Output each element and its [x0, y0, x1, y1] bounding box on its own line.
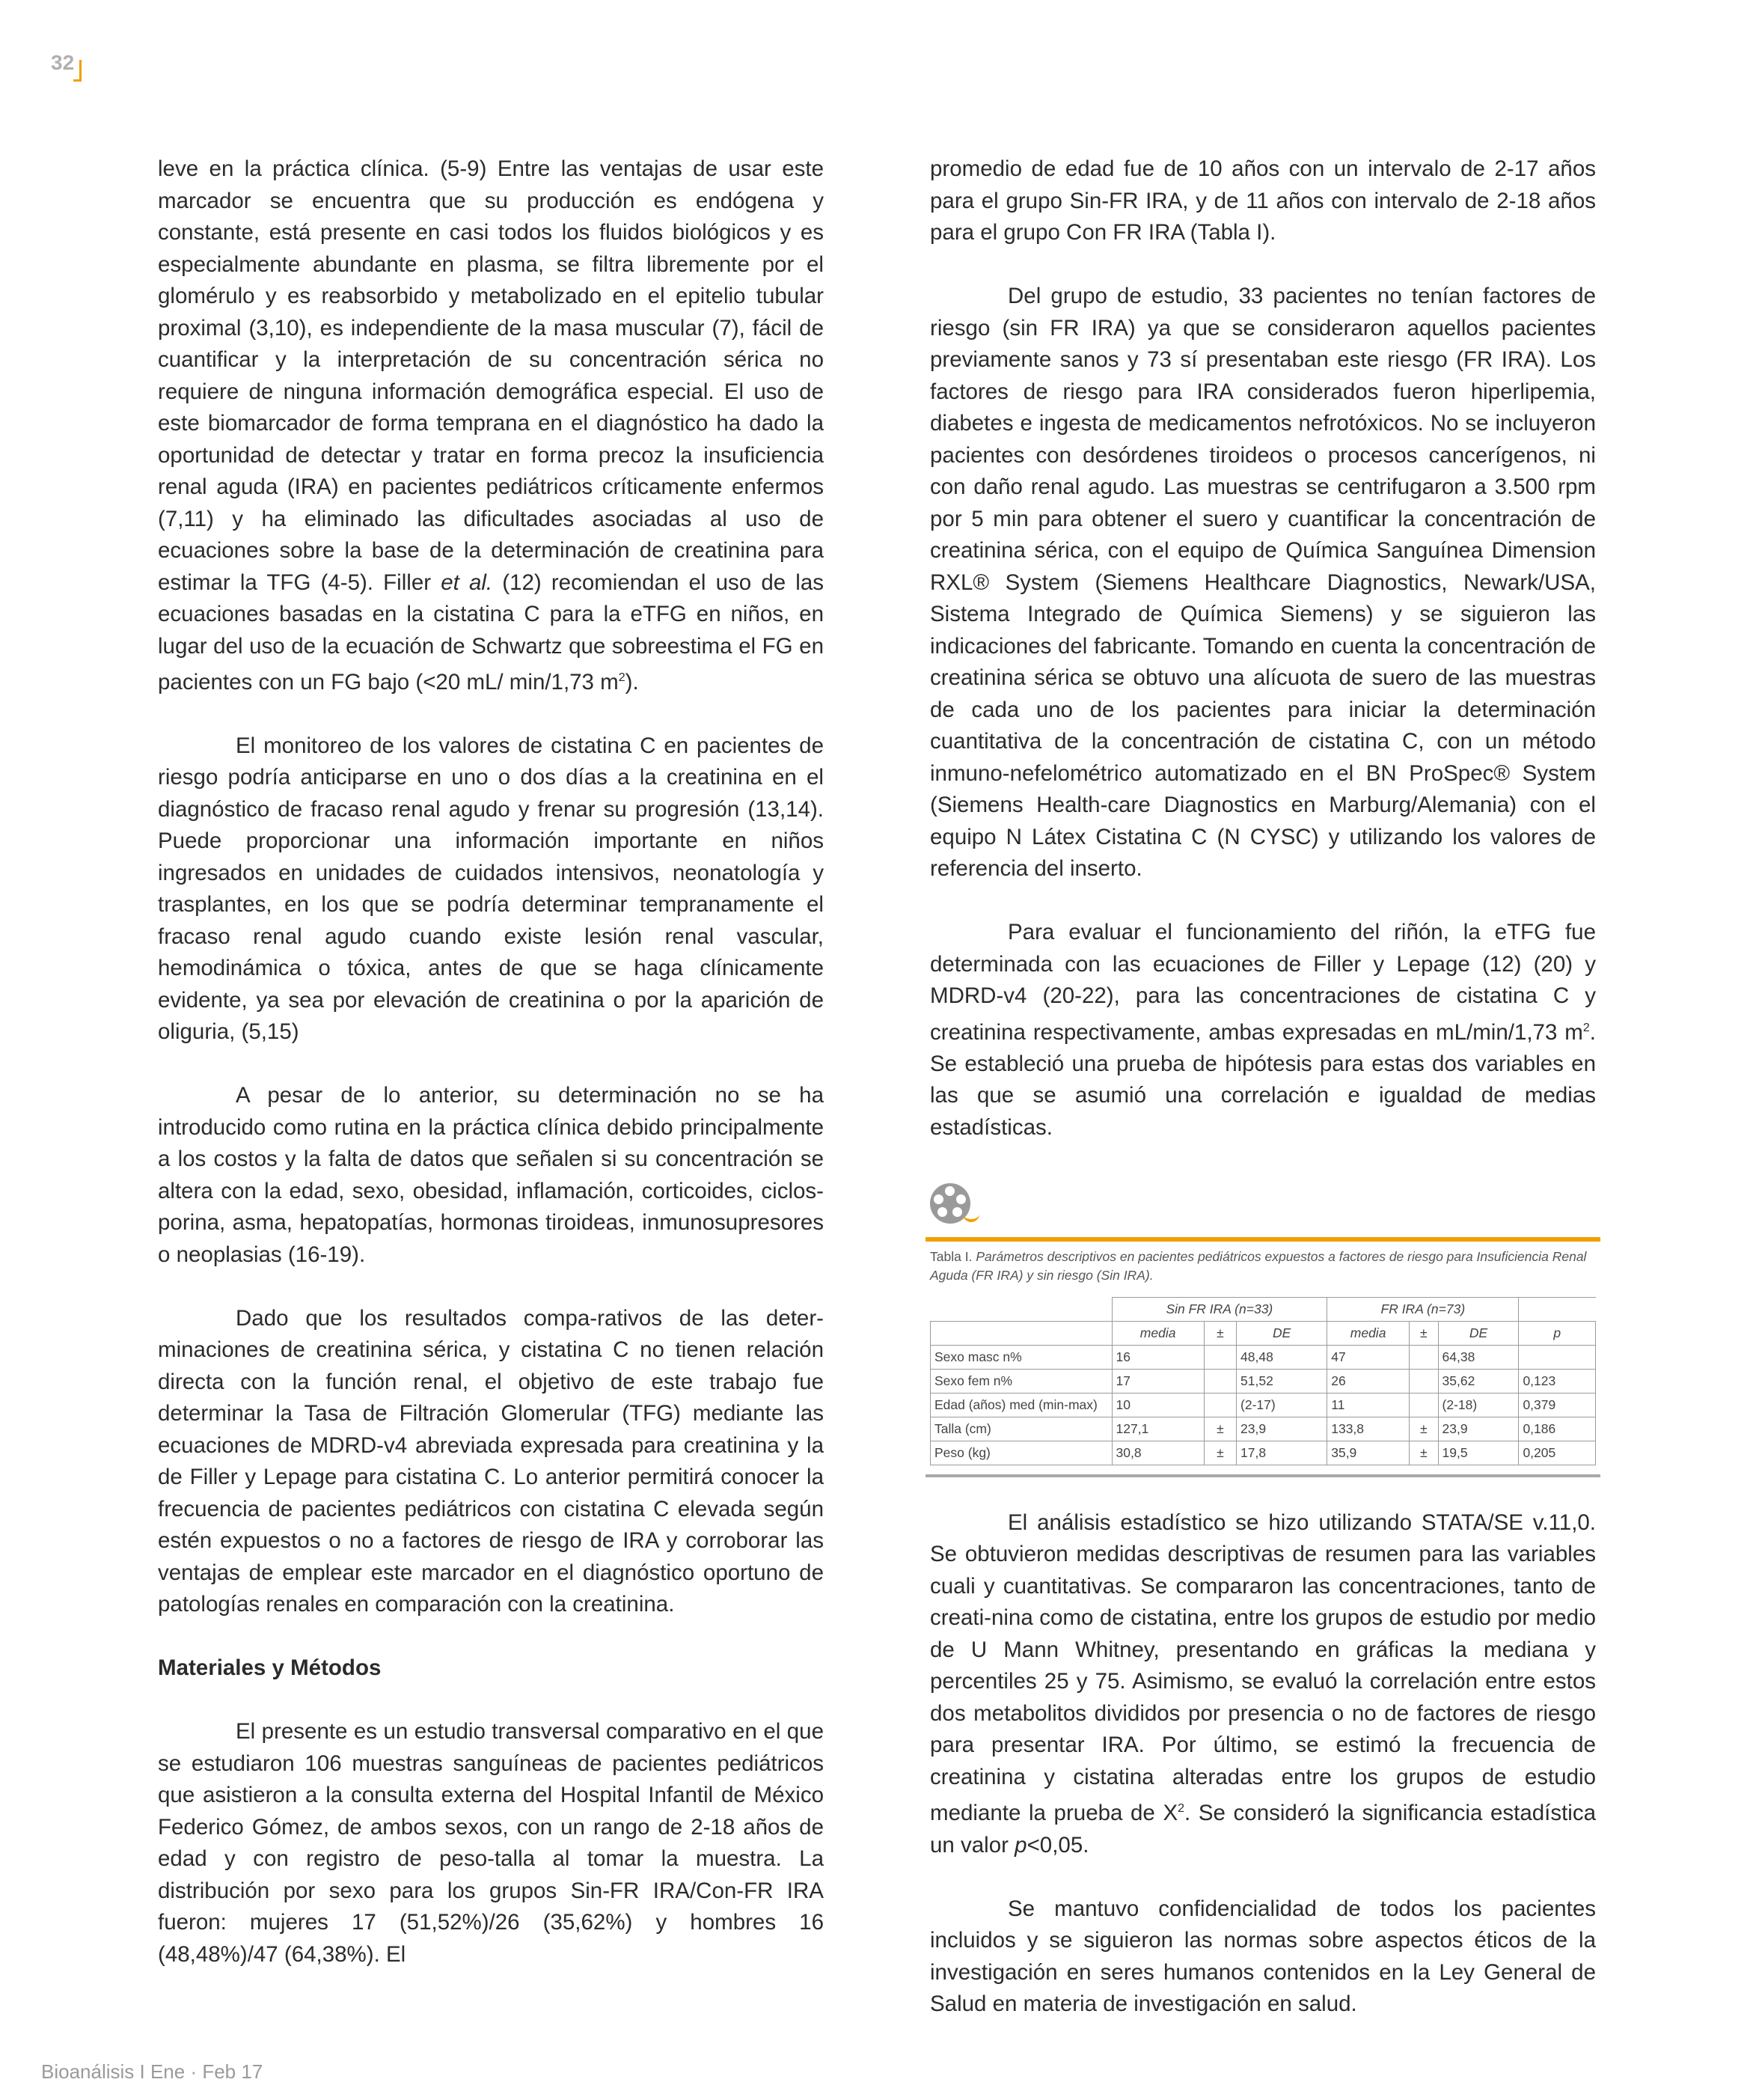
- subheader-de: DE: [1237, 1321, 1327, 1345]
- subheader-de: DE: [1438, 1321, 1519, 1345]
- group-header-sin-fr: Sin FR IRA (n=33): [1112, 1297, 1327, 1321]
- row-label: Edad (años) med (min-max): [931, 1393, 1113, 1417]
- table-caption-text: Parámetros descriptivos en pacientes pediátricos expuestos a factores de riesgo para Insuficiencia Renal Aguda (FR IRA) y sin riesgo (Sin IRA).: [930, 1248, 1587, 1283]
- left-paragraph-5: El presente es un estudio transversal comparativo en el que se estudiaron 106 muestras sanguíneas de pacientes pediátricos que asistieron a la consulta externa del Hospital Infantil de México Federico Gómez, de ambos sexos, con un rango de 2-18 años de edad y con registro de peso-talla al tomar la muestra. La distribución por sexo para los grupos Sin-FR IRA/Con-FR IRA fueron: mujeres 17 (51,52%)/26 (35,62%) y hombres 16 (48,48%)/47 (64,38%). El: [158, 1719, 824, 1967]
- page-footer: Bioanálisis I Ene · Feb 17: [41, 2060, 263, 2083]
- page-number: 32: [51, 51, 75, 74]
- left-paragraph-1: [158, 153, 824, 698]
- table-label: Tabla I.: [930, 1248, 973, 1264]
- table-cell: 11: [1327, 1393, 1410, 1417]
- section-heading-materiales: Materiales y Métodos: [158, 1655, 382, 1681]
- subheader-p: p: [1519, 1321, 1596, 1345]
- table-cell: 17,8: [1237, 1441, 1327, 1465]
- table-cell: 26: [1327, 1369, 1410, 1393]
- empty-subheader-cell: [931, 1321, 1113, 1345]
- right-paragraph-1: promedio de edad fue de 10 años con un intervalo de 2-17 años para el grupo Sin-FR IRA, y de 11 años con intervalo de 2-18 años para el grupo Con FR IRA (Tabla I).: [930, 156, 1596, 245]
- right-column: [930, 153, 1596, 2052]
- table-cell: ±: [1204, 1441, 1236, 1465]
- right-p3-text-b: . Se estableció una prueba de hipótesis para estas dos variables en las que se asumió una correlación e igualdad de medias estadísticas.: [930, 1019, 1596, 1140]
- table-group-header-row: [931, 1297, 1596, 1321]
- right-paragraph-2: Del grupo de estudio, 33 pacientes no tenían factores de riesgo (sin FR IRA) ya que se consideraron aquellos pacientes previamente sanos y 73 sí presentaban este riesgo (FR IRA). Los factores de riesgo para IRA considerados fueron hiperlipemia, diabetes e ingesta de medicamentos nefrotóxicos. No se incluyeron pacientes con desórdenes tiroideos o procesos cancerígenos, ni con daño renal agudo. Las muestras se centrifugaron a 3.500 rpm por 5 min para obtener el suero y cuantificar la concentración de creatinina sérica, con el equipo de Química Sanguínea Dimension RXL® System (Siemens Healthcare Diagnostics, Newark/USA, Sistema Integrado de Química Siemens) y se siguieron las indicaciones del fabricante. Tomando en cuenta la concentración de creatinina sérica se obtuvo una alícuota de suero de las muestras de cada uno de los pacientes para iniciar la determinación cuantitativa de la concentración de cistatina C, con un método inmuno-nefelométrico automatizado en el BN ProSpec® System (Siemens Health-care Diagnostics en Marburg/Alemania) con el equipo N Látex Cistatina C (N CYSC) y utilizando los valores de referencia del inserto.: [930, 284, 1596, 881]
- left-paragraph-4: Dado que los resultados compa-rativos de las deter-minaciones de creatinina sérica, y cistatina C no tienen relación directa con la función renal, el objetivo de este trabajo fue determinar la Tasa de Filtración Glomerular (TFG) mediante las ecuaciones de MDRD-v4 abreviada expresada para creatinina y la de Filler y Lepage para cistatina C. Lo anterior permitirá conocer la frecuencia de pacientes pediátricos con cistatina C elevada según estén expuestos o no a factores de riesgo de IRA y corroborar las ventajas de emplear este marcador en el diagnóstico oportuno de patologías renales en comparación con la creatinina.: [158, 1305, 824, 1617]
- row-label: Peso (kg): [931, 1441, 1113, 1465]
- table-caption: [930, 1242, 1596, 1289]
- row-label: Talla (cm): [931, 1417, 1113, 1441]
- table-cell: 10: [1112, 1393, 1204, 1417]
- right-p4-text-b: . Se consideró la significancia estadística un valor: [930, 1801, 1596, 1858]
- empty-corner-cell: [931, 1297, 1113, 1321]
- left-p1-text-c: ).: [625, 669, 639, 695]
- table-cell: [1204, 1345, 1236, 1369]
- left-column: [158, 153, 824, 2003]
- table-cell: 16: [1112, 1345, 1204, 1369]
- table-row: [931, 1393, 1596, 1417]
- table-cell: 48,48: [1237, 1345, 1327, 1369]
- table-row: [931, 1417, 1596, 1441]
- table-cell: 0,123: [1519, 1369, 1596, 1393]
- left-p1-text: leve en la práctica clínica. (5-9) Entre las ventajas de usar este marcador se encuentra que su producción es endógena y constante, está presente en casi todos los fluidos biológicos y es especialmente abundante en plasma, se filtra libremente por el glomérulo y es reabsorbido y metabolizado en el epitelio tubular proximal (3,10), es independiente de la masa muscular (7), fácil de cuantificar y la interpretación de su concentración sérica no requiere de ninguna información demográfica especial. El uso de este biomarcador de forma temprana en el diagnóstico ha dado la oportunidad de detectar y tratar en forma precoz la insuficiencia renal aguda (IRA) en pacientes pediátricos críticamente enfermos (7,11) y ha eliminado las dificultades asociadas al uso de ecuaciones sobre la base de la determinación de creatinina para estimar la TFG (4-5). Filler: [158, 156, 824, 595]
- left-paragraph-2: El monitoreo de los valores de cistatina C en pacientes de riesgo podría anticiparse en uno o dos días a la creatinina en el diagnóstico de fracaso renal agudo y frenar su progresión (13,14). Puede proporcionar una información importante en niños ingresados en unidades de cuidados intensivos, neonatología y trasplantes, en los que se podría determinar tempranamente el fracaso renal agudo cuando existe lesión renal vascular, hemodinámica o tóxica, antes de que se haga clínicamente evidente, ya sea por elevación de creatinina o por la aparición de oliguria, (5,15): [158, 733, 824, 1045]
- table-cell: 64,38: [1438, 1345, 1519, 1369]
- table-cell: 30,8: [1112, 1441, 1204, 1465]
- table-cell: (2-18): [1438, 1393, 1519, 1417]
- table-cell: 133,8: [1327, 1417, 1410, 1441]
- table-row: [931, 1345, 1596, 1369]
- right-paragraph-4: [930, 1507, 1596, 1861]
- table-row: [931, 1441, 1596, 1465]
- subheader-media: media: [1327, 1321, 1410, 1345]
- table-cell: 51,52: [1237, 1369, 1327, 1393]
- table-cell: [1204, 1369, 1236, 1393]
- table-cell: [1519, 1345, 1596, 1369]
- table-cell: [1204, 1393, 1236, 1417]
- page-number-accent: [73, 60, 82, 82]
- group-header-fr: FR IRA (n=73): [1327, 1297, 1519, 1321]
- table-cell: [1409, 1345, 1438, 1369]
- right-p4-text-c: <0,05.: [1027, 1832, 1089, 1858]
- subheader-plusminus: ±: [1409, 1321, 1438, 1345]
- table-row: [931, 1369, 1596, 1393]
- reel-accent-icon: [963, 1209, 979, 1222]
- right-paragraph-3: [930, 917, 1596, 1144]
- figure-icon-row: [930, 1176, 1596, 1237]
- table-cell: 35,9: [1327, 1441, 1410, 1465]
- table-cell: [1409, 1393, 1438, 1417]
- subheader-plusminus: ±: [1204, 1321, 1236, 1345]
- table-cell: ±: [1409, 1441, 1438, 1465]
- table-cell: 35,62: [1438, 1369, 1519, 1393]
- table-cell: 127,1: [1112, 1417, 1204, 1441]
- subheader-media: media: [1112, 1321, 1204, 1345]
- row-label: Sexo masc n%: [931, 1345, 1113, 1369]
- superscript: 2: [1582, 1021, 1590, 1034]
- data-table: [930, 1297, 1596, 1465]
- table-cell: 17: [1112, 1369, 1204, 1393]
- table-cell: (2-17): [1237, 1393, 1327, 1417]
- table-cell: 0,205: [1519, 1441, 1596, 1465]
- superscript: 2: [1178, 1802, 1185, 1816]
- table-sub-header-row: [931, 1321, 1596, 1345]
- left-p1-text-b: (12) recomiendan el uso de las ecuaciones basadas en la cistatina C para la eTFG en niños, en lugar del uso de la ecuación de Schwartz que sobreestima el FG en pacientes con un FG bajo (<20 mL/ min/1,73 m: [158, 570, 824, 695]
- table-cell: 19,5: [1438, 1441, 1519, 1465]
- table-cell: ±: [1409, 1417, 1438, 1441]
- table-cell: 47: [1327, 1345, 1410, 1369]
- et-al-text: et al.: [441, 570, 493, 595]
- empty-header-cell: [1519, 1297, 1596, 1321]
- table-cell: ±: [1204, 1417, 1236, 1441]
- p-italic: p: [1015, 1832, 1027, 1858]
- table-cell: 0,186: [1519, 1417, 1596, 1441]
- table-cell: [1409, 1369, 1438, 1393]
- table-bottom-rule: [926, 1474, 1600, 1477]
- right-p4-text: El análisis estadístico se hizo utilizando STATA/SE v.11,0. Se obtuvieron medidas descriptivas de resumen para las variables cuali y cuantitativas. Se compararon las concentraciones, tanto de creati-nina como de cistatina, entre los grupos de estudio por medio de U Mann Whitney, presentando en gráficas la mediana y percentiles 25 y 75. Asimismo, se evaluó la correlación entre estos dos metabolitos divididos por presencia o no de factores de riesgo para presentar IRA. Por último, se estimó la frecuencia de creatinina y cistatina alteradas entre los grupos de estudio mediante la prueba de X: [930, 1510, 1596, 1826]
- right-paragraph-5: Se mantuvo confidencialidad de todos los pacientes incluidos y se siguieron las normas sobre aspectos éticos de la investigación en seres humanos contenidos en la Ley General de Salud en materia de investigación en salud.: [930, 1896, 1596, 2017]
- row-label: Sexo fem n%: [931, 1369, 1113, 1393]
- superscript: 2: [618, 671, 625, 684]
- left-paragraph-3: A pesar de lo anterior, su determinación no se ha introducido como rutina en la práctica clínica debido principalmente a los costos y la falta de datos que señalen si su concentración se altera con la edad, sexo, obesidad, inflamación, corticoides, ciclos-porina, asma, hepatopatías, hormonas tiroideas, inmunosupresores o neoplasias (16-19).: [158, 1083, 824, 1267]
- table-cell: 0,379: [1519, 1393, 1596, 1417]
- table-cell: 23,9: [1438, 1417, 1519, 1441]
- table-cell: 23,9: [1237, 1417, 1327, 1441]
- right-p3-text: Para evaluar el funcionamiento del riñón, la eTFG fue determinada con las ecuaciones de Filler y Lepage (12) (20) y MDRD-v4 (20-22), para las concentraciones de cistatina C y creatinina respectivamente, ambas expresadas en mL/min/1,73 m: [930, 920, 1596, 1045]
- table-figure: [930, 1176, 1596, 1477]
